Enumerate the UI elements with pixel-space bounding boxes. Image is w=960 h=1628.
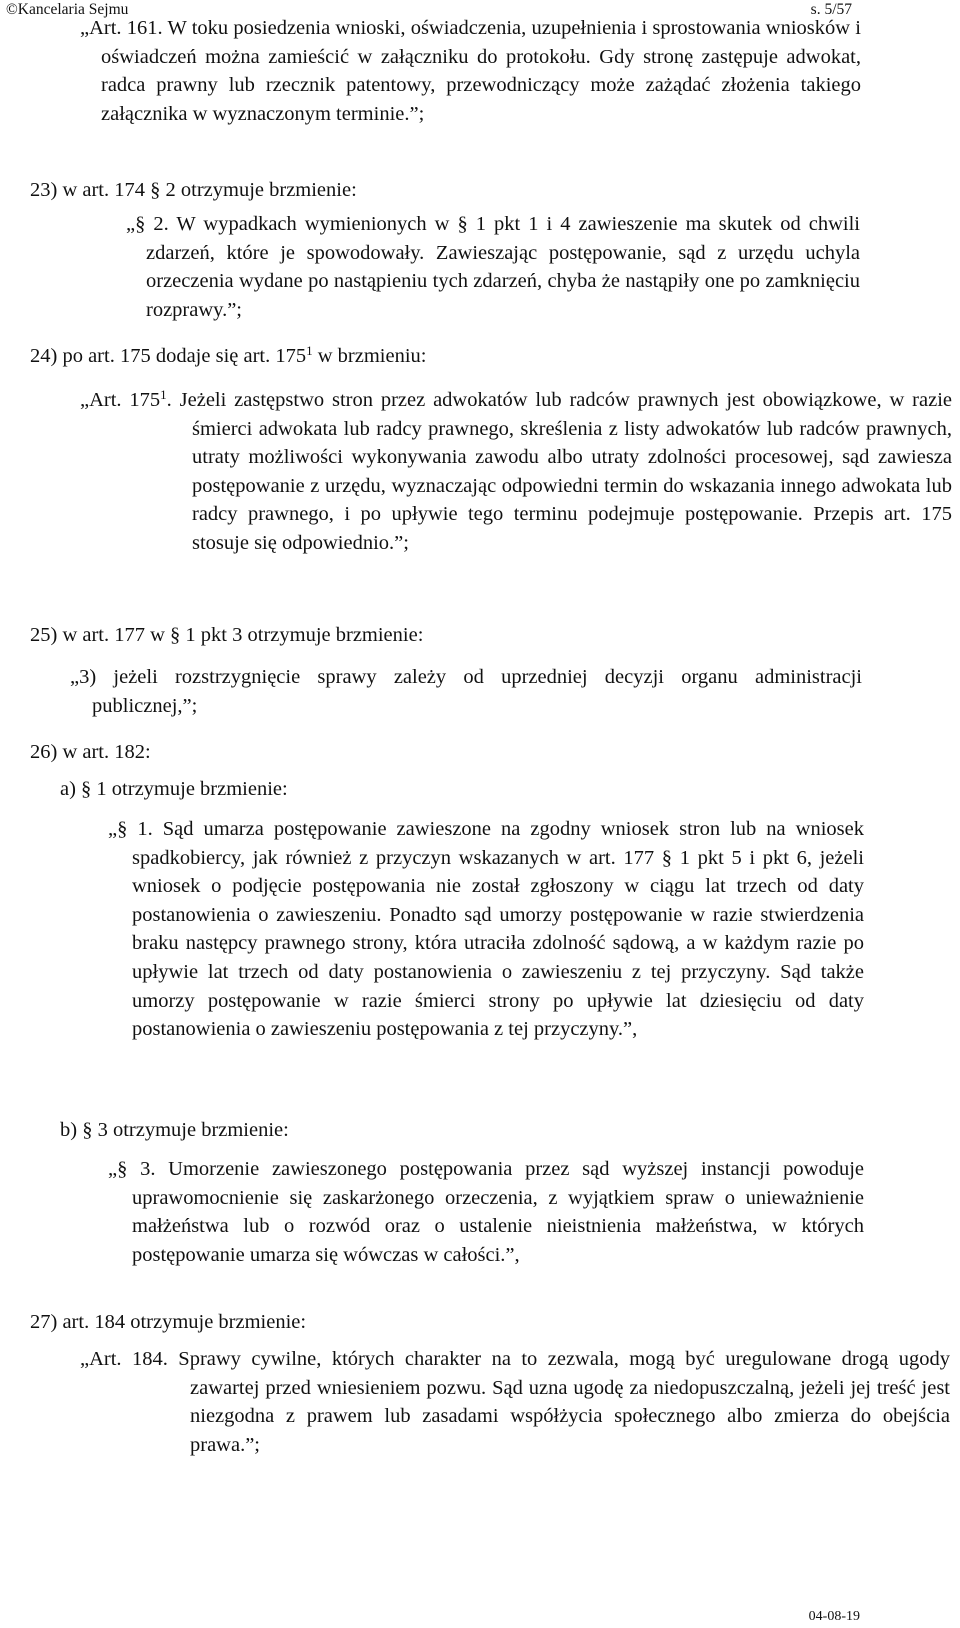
- amendment-point-24: 24) po art. 175 dodaje się art. $175^1$ w brzmieniu:: [30, 343, 427, 367]
- quoted-article-175-1: „Art. $175^1$. Jeżeli zastępstwo stron przez adwokatów lub radców prawnych jest obowiązkowe, w razie śmierci adwokata lub radcy prawnego, skreślenia z listy adwokatów lub radców prawnych, utraty możliwości wykonywania zawodu albo utraty zdolności procesowej, sąd zawiesza postępowanie z urzędu, wyznaczając odpowiedni termin do wskazania innego adwokata lub radcy prawnego, i po upływie tego terminu podejmuje postępowanie. Przepis art. 175 stosuje się odpowiednio.”;: [80, 387, 952, 554]
- header-page-number: s. 5/57: [810, 1, 852, 18]
- quoted-art-182-par-1: „§ 1. Sąd umarza postępowanie zawieszone na zgodny wniosek stron lub na wniosek spadkobiercy, jak również z przyczyn wskazanych w art. 177 § 1 pkt 5 i pkt 6, jeżeli wniosek o podjęcie postępowania nie został zgłoszony w ciągu lat trzech od daty postanowienia o zawieszeniu. Ponadto sąd umorzy postępowanie w razie stwierdzenia braku następcy prawnego strony, która utraciła zdolność sądową, a w każdym razie po upływie lat trzech od daty postanowienia o zawieszeniu z tej przyczyny. Sąd także umorzy postępowanie w razie śmierci strony po upływie lat dziesięciu od daty postanowienia o zawieszeniu postępowania z tej przyczyny.”,: [108, 818, 864, 1041]
- amendment-point-27: 27) art. 184 otrzymuje brzmienie:: [30, 1311, 307, 1333]
- quoted-art-174-par-2: „§ 2. W wypadkach wymienionych w § 1 pkt 1 i 4 zawieszenie ma skutek od chwili zdarzeń, które je spowodowały. Zawieszając postępowanie, sąd z urzędu uchyla orzeczenia wydane po nastąpieniu tych zdarzeń, chyba że nastąpiły one po zamknięciu rozprawy.”;: [126, 213, 860, 321]
- amendment-point-23: 23) w art. 174 § 2 otrzymuje brzmienie:: [30, 179, 357, 201]
- header-source: ©Kancelaria Sejmu: [6, 1, 129, 18]
- quoted-art-177-pkt-3: „3) jeżeli rozstrzygnięcie sprawy zależy od uprzedniej decyzji organu administracji publicznej,”;: [70, 666, 862, 717]
- amendment-subpoint-b: b) § 3 otrzymuje brzmienie:: [60, 1119, 289, 1141]
- footer-date: 04-08-19: [808, 1609, 860, 1624]
- quoted-article-161: „Art. 161. W toku posiedzenia wnioski, oświadczenia, uzupełnienia i sprostowania wniosków i oświadczeń można zamieścić w załączniku do protokołu. Gdy stronę zastępuje adwokat, radca prawny lub rzecznik patentowy, przewodniczący może zażądać złożenia takiego załącznika w wyznaczonym terminie.”;: [80, 17, 861, 125]
- amendment-subpoint-a: a) § 1 otrzymuje brzmienie:: [60, 778, 288, 800]
- amendment-point-25: 25) w art. 177 w § 1 pkt 3 otrzymuje brzmienie:: [30, 624, 424, 646]
- quoted-article-184: „Art. 184. Sprawy cywilne, których charakter na to zezwala, mogą być uregulowane drogą ugody zawartej przed wniesieniem pozwu. Sąd uzna ugodę za niedopuszczalną, jeżeli jej treść jest niezgodna z prawem lub zasadami współżycia społecznego albo zmierza do obejścia prawa.”;: [80, 1348, 950, 1456]
- amendment-point-26: 26) w art. 182:: [30, 741, 151, 763]
- quoted-art-182-par-3: „§ 3. Umorzenie zawieszonego postępowania przez sąd wyższej instancji powoduje uprawomocnienie się zaskarżonego orzeczenia, z wyjątkiem spraw o unieważnienie małżeństwa lub o rozwód oraz o ustalenie nieistnienia małżeństwa, w których postępowanie umarza się wówczas w całości.”,: [108, 1158, 864, 1266]
